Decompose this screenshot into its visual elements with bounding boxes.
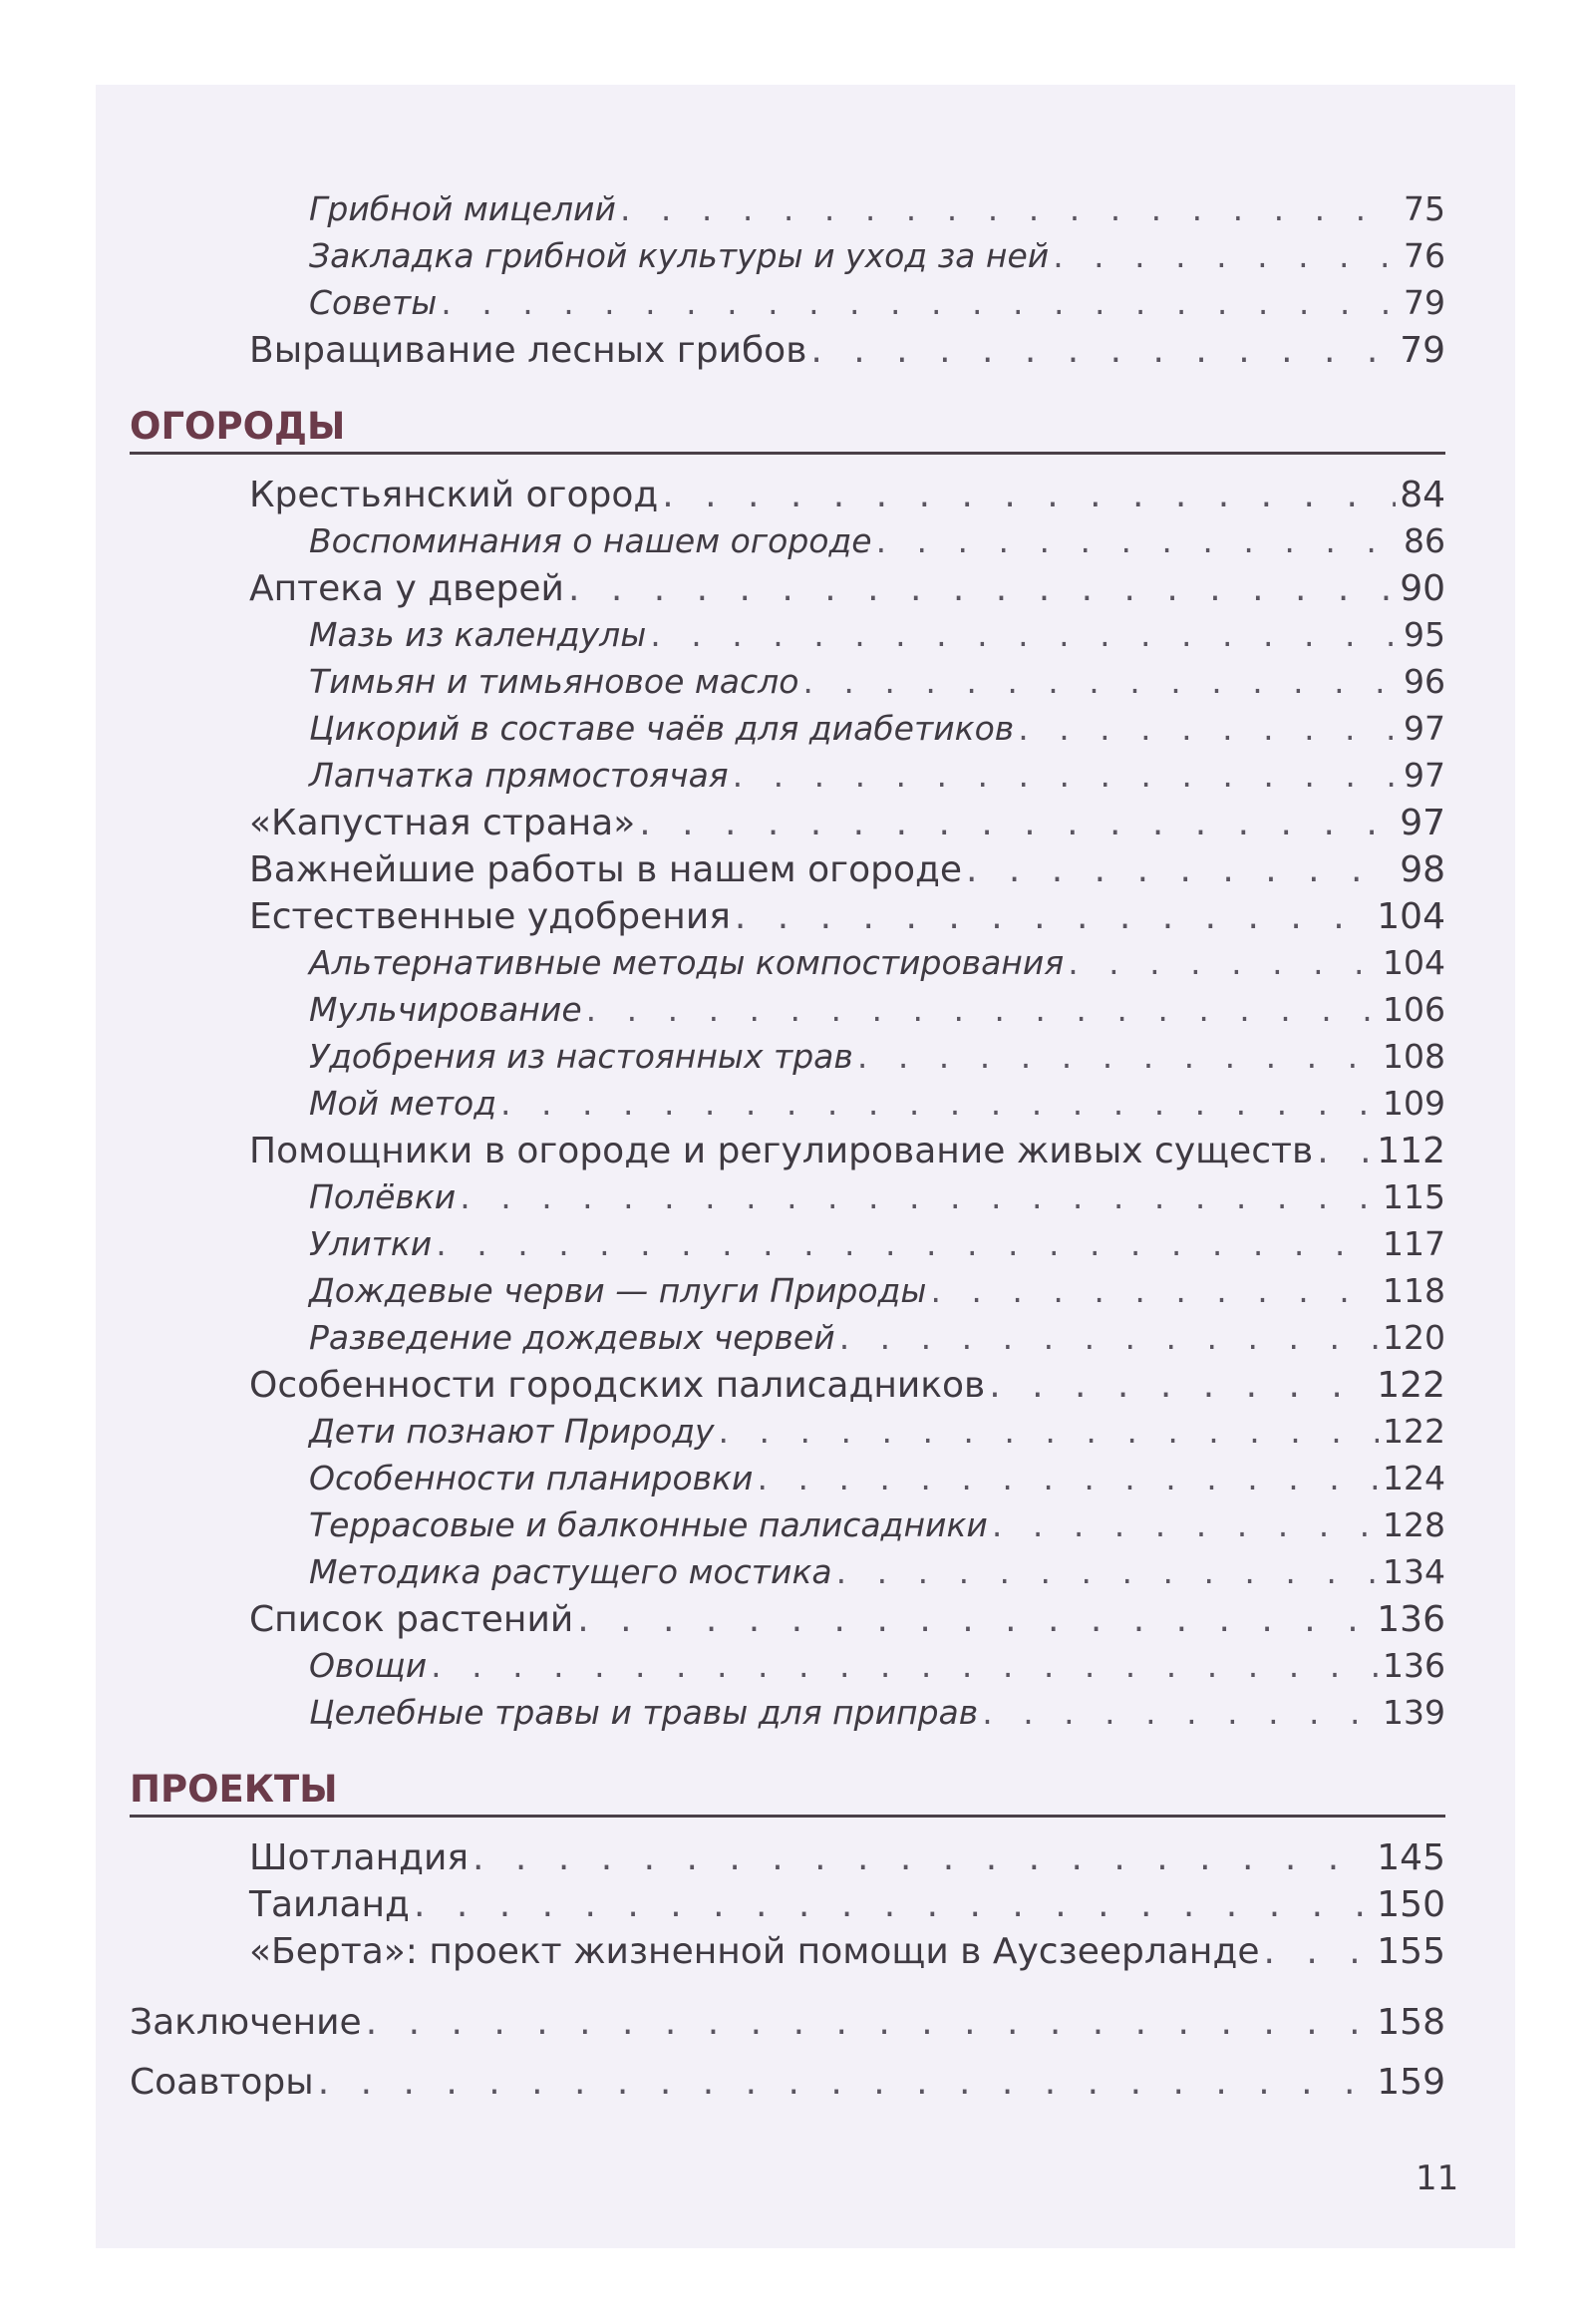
dot-leader [318,2062,1374,2103]
toc-entry[interactable] [130,756,1445,803]
toc-entry-page: 136 [1383,1646,1445,1685]
toc-entry-page: 97 [1404,709,1445,748]
toc-entry-title: Список растений [249,1599,574,1640]
toc-entry-page: 79 [1404,283,1445,322]
toc-entry-title: «Берта»: проект жизненной помощи в Аусзеерланде [249,1931,1260,1972]
toc-entry-page: 109 [1383,1084,1445,1123]
toc-entry-title: Выращивание лесных грибов [249,330,807,371]
toc-entry-page: 124 [1383,1459,1445,1497]
toc-entry-title: Закладка грибной культуры и уход за ней [309,236,1050,275]
toc-entry-page: 112 [1377,1131,1445,1171]
dot-leader [568,568,1396,609]
dot-leader [586,990,1379,1029]
toc-entry[interactable] [130,1505,1445,1552]
toc-entry-page: 145 [1377,1837,1445,1878]
toc-entry[interactable] [130,709,1445,756]
dot-leader [460,1177,1379,1216]
dot-leader [966,849,1396,890]
toc-entry-title: Крестьянский огород [249,475,659,515]
toc-entry[interactable] [130,1884,1445,1931]
toc-entry[interactable] [130,803,1445,849]
toc-entry[interactable] [130,1037,1445,1084]
dot-leader [1068,943,1379,982]
toc-entry-title: Мой метод [309,1084,497,1123]
toc-entry[interactable] [130,1552,1445,1599]
toc-entry-title: «Капустная страна» [249,803,636,843]
table-of-contents [130,189,1445,2112]
toc-entry[interactable] [130,1693,1445,1740]
toc-entry[interactable] [130,568,1445,615]
toc-entry-title: Грибной мицелий [309,189,616,228]
toc-entry-page: 136 [1377,1599,1445,1640]
dot-leader [989,1365,1373,1406]
toc-entry[interactable] [130,1931,1445,1978]
toc-entry[interactable] [130,475,1445,521]
dot-leader [733,756,1400,795]
page-number: 11 [1416,2158,1459,2198]
toc-entry-page: 98 [1400,849,1445,890]
toc-entry[interactable] [130,1837,1445,1884]
toc-entry-title: Лапчатка прямостоячая [309,756,729,795]
toc-entry[interactable] [130,1646,1445,1693]
toc-entry-page: 95 [1404,615,1445,654]
dot-leader [719,1412,1379,1451]
toc-entry[interactable] [130,943,1445,990]
toc-entry-title: Тимьян и тимьяновое масло [309,662,799,701]
toc-entry-page: 96 [1404,662,1445,701]
dot-leader [662,475,1396,515]
dot-leader [650,615,1400,654]
dot-leader [876,521,1400,560]
toc-entry-page: 150 [1377,1884,1445,1925]
toc-entry-title: Цикорий в составе чаёв для диабетиков [309,709,1015,748]
dot-leader [639,803,1396,843]
toc-entry[interactable] [130,1599,1445,1646]
toc-entry[interactable] [130,662,1445,709]
dot-leader [436,1224,1379,1263]
toc-entry-title: Удобрения из настоянных трав [309,1037,853,1076]
dot-leader [836,1552,1379,1591]
toc-entry-title: Естественные удобрения [249,896,731,937]
toc-entry[interactable] [130,1412,1445,1459]
toc-entry-title: Таиланд [249,1884,410,1925]
toc-entry-title: Помощники в огороде и регулирование живых существ [249,1131,1314,1171]
toc-entry[interactable] [130,1177,1445,1224]
dot-leader [857,1037,1379,1076]
toc-entry[interactable] [130,1365,1445,1412]
dot-leader [620,189,1400,228]
toc-entry-title: Дождевые черви — плуги Природы [309,1271,927,1310]
toc-entry-page: 106 [1383,990,1445,1029]
toc-sections [130,405,1445,1978]
toc-entry[interactable] [130,615,1445,662]
dot-leader [366,2002,1374,2043]
toc-entry-page: 104 [1383,943,1445,982]
dot-leader [414,1884,1373,1925]
toc-entry-page: 122 [1377,1365,1445,1406]
toc-entry-title: Важнейшие работы в нашем огороде [249,849,963,890]
dot-leader [473,1837,1373,1878]
dot-leader [1263,1931,1373,1972]
dot-leader [982,1693,1379,1732]
toc-entry-title: Заключение [130,2001,362,2043]
toc-entry[interactable] [130,1271,1445,1318]
dot-leader [930,1271,1379,1310]
toc-entry-title: Методика растущего мостика [309,1552,832,1591]
dot-leader [735,896,1373,937]
toc-entry[interactable] [130,896,1445,943]
toc-entry[interactable] [130,1224,1445,1271]
toc-entry-page: 76 [1404,236,1445,275]
toc-entry-title: Мазь из календулы [309,615,647,654]
toc-entry-title: Полёвки [309,1177,457,1216]
toc-entry-page: 117 [1383,1224,1445,1263]
toc-entry-title: Шотландия [249,1837,470,1878]
toc-entry[interactable] [130,236,1445,283]
dot-leader [992,1505,1379,1544]
toc-entry[interactable] [130,2052,1445,2112]
toc-entry[interactable] [130,189,1445,236]
toc-entry-page: 115 [1383,1177,1445,1216]
toc-entry-page: 86 [1404,521,1445,560]
toc-closing-group [130,1992,1445,2112]
toc-entry-page: 120 [1383,1318,1445,1357]
toc-entry-page: 158 [1377,2001,1445,2043]
toc-entry[interactable] [130,1318,1445,1365]
toc-entry-title: Разведение дождевых червей [309,1318,835,1357]
toc-entry-page: 79 [1400,330,1445,371]
dot-leader [839,1318,1379,1357]
dot-leader [441,283,1400,322]
toc-entry[interactable] [130,1131,1445,1177]
toc-entry[interactable] [130,1084,1445,1131]
toc-entry-page: 97 [1404,756,1445,795]
toc-entry-page: 128 [1383,1505,1445,1544]
toc-entry[interactable] [130,990,1445,1037]
toc-entry-page: 159 [1377,2061,1445,2103]
toc-entry-title: Воспоминания о нашем огороде [309,521,872,560]
toc-entry[interactable] [130,330,1445,377]
toc-entry-title: Аптека у дверей [249,568,564,609]
toc-entry-page: 75 [1404,189,1445,228]
dot-leader [1317,1131,1373,1171]
dot-leader [810,330,1396,371]
dot-leader [431,1646,1379,1685]
section-heading: ПРОЕКТЫ [130,1768,1445,1818]
toc-entry[interactable] [130,521,1445,568]
toc-entry-page: 90 [1400,568,1445,609]
toc-entry-title: Соавторы [130,2061,314,2103]
toc-intro-group [130,189,1445,377]
section-heading: ОГОРОДЫ [130,405,1445,455]
toc-entry-page: 122 [1383,1412,1445,1451]
toc-entry-page: 139 [1383,1693,1445,1732]
toc-entry-title: Советы [309,283,438,322]
dot-leader [500,1084,1379,1123]
toc-entry-title: Альтернативные методы компостирования [309,943,1065,982]
toc-entry-title: Особенности городских палисадников [249,1365,986,1406]
toc-entry-title: Террасовые и балконные палисадники [309,1505,988,1544]
toc-entry-title: Целебные травы и травы для приправ [309,1693,979,1732]
toc-entry-title: Мульчирование [309,990,582,1029]
toc-entry[interactable] [130,1992,1445,2052]
toc-entry-page: 134 [1383,1552,1445,1591]
toc-entry[interactable] [130,849,1445,896]
dot-leader [802,662,1400,701]
toc-entry-page: 118 [1383,1271,1445,1310]
toc-entry-title: Дети познают Природу [309,1412,715,1451]
toc-entry-title: Улитки [309,1224,433,1263]
dot-leader [1053,236,1400,275]
toc-entry-page: 155 [1377,1931,1445,1972]
toc-entry-title: Овощи [309,1646,428,1685]
dot-leader [1018,709,1400,748]
toc-entry-page: 84 [1400,475,1445,515]
toc-entry-page: 104 [1377,896,1445,937]
toc-entry-page: 108 [1383,1037,1445,1076]
toc-entry-title: Особенности планировки [309,1459,754,1497]
toc-entry[interactable] [130,1459,1445,1505]
dot-leader [757,1459,1379,1497]
toc-entry-page: 97 [1400,803,1445,843]
dot-leader [577,1599,1373,1640]
toc-entry[interactable] [130,283,1445,330]
